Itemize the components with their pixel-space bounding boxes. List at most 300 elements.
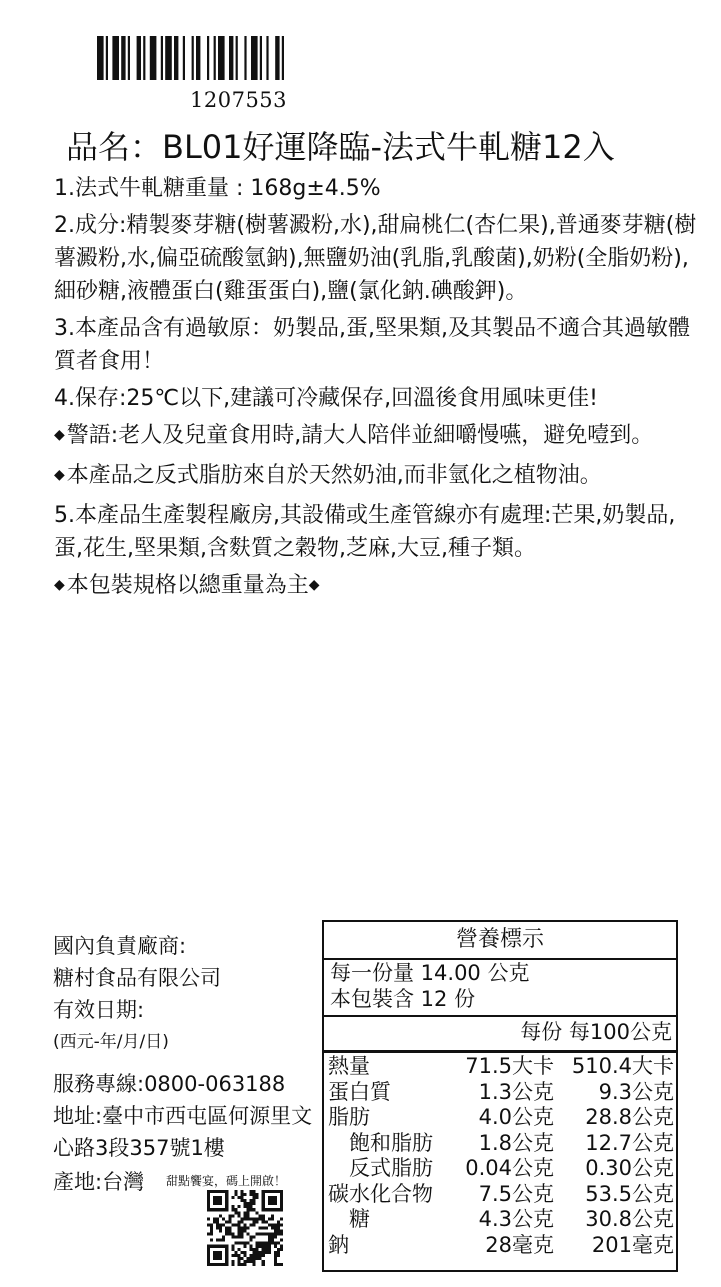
- barcode-bar: [143, 36, 145, 80]
- qr-module: [213, 1254, 216, 1257]
- nutrition-table: [322, 920, 678, 1272]
- qr-module: [225, 1263, 228, 1266]
- nutrition-row: [328, 1182, 674, 1208]
- qr-module: [213, 1208, 216, 1211]
- qr-module: [274, 1254, 277, 1257]
- qr-module: [210, 1263, 213, 1266]
- qr-module: [259, 1245, 262, 1248]
- qr-module: [262, 1251, 265, 1254]
- qr-module: [256, 1254, 259, 1257]
- qr-module: [280, 1223, 283, 1226]
- nutrition-row: [328, 1105, 674, 1131]
- qr-module: [280, 1208, 283, 1211]
- barcode-bar: [260, 36, 262, 80]
- qr-module: [234, 1236, 237, 1239]
- qr-module: [268, 1251, 271, 1254]
- qr-module: [243, 1226, 246, 1229]
- qr-module: [234, 1190, 237, 1193]
- qr-module: [219, 1208, 222, 1211]
- qr-module: [274, 1236, 277, 1239]
- nutrient-label: 脂肪: [328, 1105, 370, 1129]
- qr-module: [274, 1233, 277, 1236]
- qr-module: [213, 1245, 216, 1248]
- qr-module: [274, 1208, 277, 1211]
- qr-module: [216, 1251, 219, 1254]
- qr-module: [228, 1230, 231, 1233]
- qr-module: [225, 1199, 228, 1202]
- qr-module: [247, 1242, 250, 1245]
- qr-module: [265, 1233, 268, 1236]
- qr-module: [216, 1254, 219, 1257]
- nutrition-row: [328, 1207, 674, 1233]
- qr-module: [253, 1260, 256, 1263]
- qr-module: [216, 1202, 219, 1205]
- per-serving-value: 4.0公克: [478, 1105, 554, 1129]
- qr-module: [265, 1248, 268, 1251]
- qr-module: [247, 1214, 250, 1217]
- qr-module: [274, 1202, 277, 1205]
- qr-module: [256, 1248, 259, 1251]
- qr-module: [237, 1223, 240, 1226]
- packaging-line: [54, 569, 704, 605]
- qr-module: [274, 1199, 277, 1202]
- qr-module: [271, 1196, 274, 1199]
- qr-module: [222, 1223, 225, 1226]
- facility-line: 5.本產品生產製程廠房,其設備或生產管線亦有處理:芒果,奶製品,蛋,花生,堅果類,含麩質之穀物,芝麻,大豆,種子類。: [54, 503, 676, 561]
- qr-module: [222, 1236, 225, 1239]
- qr-module: [216, 1223, 219, 1226]
- qr-module: [256, 1217, 259, 1220]
- qr-module: [253, 1196, 256, 1199]
- qr-module: [265, 1245, 268, 1248]
- qr-module: [274, 1257, 277, 1260]
- qr-module: [247, 1208, 250, 1211]
- qr-module: [271, 1190, 274, 1193]
- qr-module: [228, 1217, 231, 1220]
- qr-module: [262, 1190, 265, 1193]
- qr-module: [243, 1217, 246, 1220]
- warning-line: [54, 419, 704, 455]
- qr-module: [262, 1254, 265, 1257]
- qr-module: [274, 1190, 277, 1193]
- qr-module: [256, 1211, 259, 1214]
- qr-module: [280, 1199, 283, 1202]
- qr-module: [237, 1236, 240, 1239]
- qr-module: [231, 1196, 234, 1199]
- service-hotline: 服務專線:0800-063188: [53, 1072, 286, 1096]
- qr-module: [243, 1242, 246, 1245]
- barcode-bar: [161, 36, 163, 80]
- nutrition-rows: [328, 1054, 674, 1258]
- qr-module: [268, 1223, 271, 1226]
- qr-module: [207, 1260, 210, 1263]
- qr-code[interactable]: [207, 1190, 283, 1266]
- qr-module: [280, 1193, 283, 1196]
- qr-module: [253, 1251, 256, 1254]
- qr-module: [225, 1208, 228, 1211]
- qr-module: [210, 1245, 213, 1248]
- qr-module: [268, 1217, 271, 1220]
- barcode-bar: [266, 36, 268, 80]
- diamond-icon: ◆: [54, 427, 65, 443]
- qr-module: [207, 1205, 210, 1208]
- qr-module: [237, 1260, 240, 1263]
- qr-module: [237, 1226, 240, 1229]
- qr-module: [247, 1211, 250, 1214]
- qr-module: [271, 1236, 274, 1239]
- divider: [324, 1050, 676, 1053]
- qr-module: [265, 1220, 268, 1223]
- qr-module: [225, 1254, 228, 1257]
- qr-module: [250, 1254, 253, 1257]
- qr-module: [231, 1208, 234, 1211]
- per-serving-value: 28毫克: [485, 1232, 554, 1257]
- qr-module: [253, 1254, 256, 1257]
- qr-module: [277, 1254, 280, 1257]
- qr-module: [219, 1263, 222, 1266]
- qr-module: [222, 1217, 225, 1220]
- qr-module: [219, 1257, 222, 1260]
- qr-module: [216, 1208, 219, 1211]
- qr-module: [253, 1248, 256, 1251]
- qr-module: [237, 1248, 240, 1251]
- qr-module: [268, 1202, 271, 1205]
- barcode-bar: [97, 36, 104, 80]
- qr-module: [262, 1193, 265, 1196]
- qr-module: [243, 1254, 246, 1257]
- nutrition-column-header: 每份 每100公克: [520, 1020, 672, 1044]
- qr-module: [250, 1190, 253, 1193]
- qr-module: [253, 1202, 256, 1205]
- qr-module: [231, 1233, 234, 1236]
- qr-module: [231, 1205, 234, 1208]
- qr-module: [250, 1248, 253, 1251]
- barcode-bar: [275, 36, 279, 80]
- qr-module: [259, 1214, 262, 1217]
- storage-line: 4.保存:25℃以下,建議可冷藏保存,回溫後食用風味更佳!: [54, 386, 598, 411]
- nutrition-row: [328, 1233, 674, 1259]
- qr-module: [253, 1257, 256, 1260]
- qr-module: [253, 1236, 256, 1239]
- qr-module: [256, 1251, 259, 1254]
- qr-module: [247, 1260, 250, 1263]
- per-100g-value: 9.3公克: [598, 1079, 674, 1104]
- per-serving-value: 7.5公克: [478, 1181, 554, 1206]
- qr-module: [262, 1242, 265, 1245]
- qr-module: [250, 1208, 253, 1211]
- qr-module: [237, 1196, 240, 1199]
- qr-module: [271, 1217, 274, 1220]
- qr-module: [265, 1251, 268, 1254]
- qr-module: [250, 1223, 253, 1226]
- qr-module: [240, 1199, 243, 1202]
- qr-module: [259, 1257, 262, 1260]
- nutrition-row: [328, 1080, 674, 1106]
- qr-module: [237, 1233, 240, 1236]
- qr-module: [237, 1257, 240, 1260]
- servings-per-pack: 本包裝含 12 份: [330, 987, 476, 1011]
- qr-module: [277, 1190, 280, 1193]
- nutrient-label: 反式脂肪: [328, 1156, 433, 1180]
- qr-module: [222, 1208, 225, 1211]
- qr-module: [277, 1230, 280, 1233]
- qr-module: [237, 1263, 240, 1266]
- serving-size: 每一份量 14.00 公克: [330, 961, 530, 985]
- qr-module: [210, 1233, 213, 1236]
- qr-module: [277, 1242, 280, 1245]
- barcode-bar: [282, 36, 284, 80]
- qr-module: [280, 1263, 283, 1266]
- per-100g-value: 201毫克: [591, 1232, 674, 1257]
- qr-module: [210, 1190, 213, 1193]
- qr-module: [237, 1211, 240, 1214]
- barcode-bar: [218, 36, 225, 80]
- qr-module: [207, 1217, 210, 1220]
- nutrient-label: 糖: [328, 1207, 370, 1231]
- qr-module: [240, 1217, 243, 1220]
- qr-module: [240, 1230, 243, 1233]
- qr-module: [274, 1230, 277, 1233]
- weight-line: 1.法式牛軋糖重量 : 168g±4.5%: [54, 176, 381, 201]
- qr-module: [231, 1236, 234, 1239]
- qr-module: [271, 1223, 274, 1226]
- qr-module: [280, 1233, 283, 1236]
- qr-module: [222, 1190, 225, 1193]
- qr-module: [228, 1214, 231, 1217]
- barcode-bar: [174, 36, 178, 80]
- qr-module: [234, 1208, 237, 1211]
- trans-fat-line: [54, 459, 704, 495]
- per-100g-value: 12.7公克: [585, 1130, 674, 1155]
- company-name: 糖村食品有限公司: [53, 966, 221, 990]
- qr-module: [256, 1233, 259, 1236]
- qr-module: [265, 1226, 268, 1229]
- qr-slogan: 甜點饗宴，碼上開啟！: [166, 1174, 287, 1188]
- qr-module: [231, 1260, 234, 1263]
- qr-module: [231, 1263, 234, 1266]
- nutrition-row: [328, 1054, 674, 1080]
- barcode-bar: [229, 36, 233, 80]
- qr-module: [262, 1260, 265, 1263]
- qr-module: [234, 1254, 237, 1257]
- qr-module: [262, 1205, 265, 1208]
- qr-module: [225, 1245, 228, 1248]
- barcode: [97, 36, 365, 80]
- qr-module: [256, 1220, 259, 1223]
- qr-module: [237, 1254, 240, 1257]
- qr-module: [268, 1242, 271, 1245]
- qr-module: [207, 1233, 210, 1236]
- qr-module: [274, 1245, 277, 1248]
- nutrient-label: 熱量: [328, 1054, 370, 1078]
- qr-module: [216, 1220, 219, 1223]
- qr-module: [207, 1193, 210, 1196]
- qr-module: [219, 1214, 222, 1217]
- qr-module: [234, 1251, 237, 1254]
- qr-module: [213, 1220, 216, 1223]
- qr-module: [256, 1196, 259, 1199]
- qr-module: [222, 1263, 225, 1266]
- qr-module: [228, 1220, 231, 1223]
- qr-module: [225, 1248, 228, 1251]
- qr-module: [250, 1202, 253, 1205]
- qr-module: [207, 1257, 210, 1260]
- qr-module: [277, 1223, 280, 1226]
- qr-module: [262, 1220, 265, 1223]
- qr-module: [216, 1190, 219, 1193]
- qr-module: [265, 1242, 268, 1245]
- expiry-format: (西元-年/月/日): [53, 1032, 169, 1052]
- qr-module: [234, 1223, 237, 1226]
- barcode-bar: [244, 36, 246, 80]
- qr-module: [228, 1233, 231, 1236]
- qr-module: [240, 1242, 243, 1245]
- qr-module: [268, 1196, 271, 1199]
- qr-module: [250, 1257, 253, 1260]
- qr-module: [262, 1202, 265, 1205]
- qr-module: [271, 1233, 274, 1236]
- qr-module: [271, 1208, 274, 1211]
- qr-module: [259, 1226, 262, 1229]
- qr-module: [247, 1217, 250, 1220]
- barcode-bar: [196, 36, 200, 80]
- qr-module: [216, 1217, 219, 1220]
- barcode-bar: [214, 36, 216, 80]
- qr-module: [253, 1263, 256, 1266]
- qr-module: [268, 1248, 271, 1251]
- qr-module: [225, 1233, 228, 1236]
- barcode-number: 1207553: [190, 88, 288, 112]
- barcode-bar: [207, 36, 209, 80]
- qr-module: [243, 1223, 246, 1226]
- qr-module: [268, 1236, 271, 1239]
- trans-fat-text: 本產品之反式脂肪來自於天然奶油,而非氫化之植物油。: [66, 463, 602, 488]
- qr-module: [216, 1263, 219, 1266]
- qr-module: [262, 1196, 265, 1199]
- qr-module: [256, 1242, 259, 1245]
- barcode-bar: [251, 36, 258, 80]
- qr-module: [225, 1230, 228, 1233]
- qr-module: [250, 1205, 253, 1208]
- barcode-bar: [236, 36, 238, 80]
- qr-module: [262, 1214, 265, 1217]
- warning-text: 警語:老人及兒童食用時,請大人陪伴並細嚼慢嚥，避免噎到。: [66, 423, 654, 448]
- qr-module: [277, 1208, 280, 1211]
- qr-module: [250, 1245, 253, 1248]
- qr-module: [216, 1245, 219, 1248]
- nutrition-row: [328, 1156, 674, 1182]
- qr-module: [250, 1239, 253, 1242]
- qr-module: [231, 1214, 234, 1217]
- per-100g-value: 510.4大卡: [571, 1054, 674, 1078]
- manufacturer-info: [53, 930, 323, 1058]
- serving-info: [330, 960, 529, 1012]
- qr-module: [262, 1245, 265, 1248]
- qr-module: [271, 1202, 274, 1205]
- qr-module: [271, 1242, 274, 1245]
- nutrient-label: 飽和脂肪: [328, 1130, 433, 1155]
- nutrient-label: 鈉: [328, 1232, 349, 1257]
- qr-module: [207, 1208, 210, 1211]
- qr-module: [268, 1199, 271, 1202]
- qr-module: [207, 1254, 210, 1257]
- qr-module: [240, 1226, 243, 1229]
- qr-module: [243, 1245, 246, 1248]
- qr-module: [234, 1211, 237, 1214]
- qr-module: [231, 1254, 234, 1257]
- qr-module: [225, 1196, 228, 1199]
- qr-module: [274, 1263, 277, 1266]
- qr-module: [207, 1190, 210, 1193]
- qr-module: [274, 1223, 277, 1226]
- qr-module: [259, 1233, 262, 1236]
- qr-module: [207, 1263, 210, 1266]
- diamond-icon: ◆: [308, 577, 320, 593]
- qr-module: [240, 1196, 243, 1199]
- qr-module: [234, 1242, 237, 1245]
- qr-module: [225, 1190, 228, 1193]
- qr-module: [225, 1257, 228, 1260]
- product-name: 品名：BL01好運降臨-法式牛軋糖12入: [66, 128, 615, 166]
- qr-module: [207, 1202, 210, 1205]
- per-serving-value: 1.3公克: [478, 1079, 554, 1104]
- qr-module: [268, 1208, 271, 1211]
- qr-module: [271, 1214, 274, 1217]
- qr-module: [247, 1257, 250, 1260]
- barcode-bar: [165, 36, 172, 80]
- qr-module: [243, 1263, 246, 1266]
- qr-module: [240, 1193, 243, 1196]
- qr-module: [237, 1220, 240, 1223]
- qr-module: [253, 1190, 256, 1193]
- qr-module: [243, 1211, 246, 1214]
- qr-module: [243, 1202, 246, 1205]
- qr-module: [219, 1251, 222, 1254]
- qr-module: [247, 1202, 250, 1205]
- diamond-icon: ◆: [54, 467, 65, 483]
- qr-module: [237, 1214, 240, 1217]
- qr-module: [262, 1248, 265, 1251]
- qr-module: [219, 1199, 222, 1202]
- qr-module: [253, 1217, 256, 1220]
- per-serving-value: 71.5大卡: [465, 1054, 554, 1078]
- qr-module: [213, 1251, 216, 1254]
- qr-module: [259, 1254, 262, 1257]
- barcode-bar: [137, 36, 141, 80]
- qr-module: [271, 1226, 274, 1229]
- barcode-bar: [128, 36, 130, 80]
- qr-module: [280, 1248, 283, 1251]
- qr-module: [247, 1205, 250, 1208]
- qr-module: [219, 1226, 222, 1229]
- qr-module: [262, 1217, 265, 1220]
- expiry-label: 有效日期:: [53, 998, 145, 1022]
- nutrition-row: [328, 1131, 674, 1157]
- qr-module: [253, 1208, 256, 1211]
- qr-module: [207, 1251, 210, 1254]
- qr-module: [213, 1202, 216, 1205]
- qr-module: [274, 1251, 277, 1254]
- qr-module: [240, 1220, 243, 1223]
- qr-module: [277, 1220, 280, 1223]
- qr-module: [277, 1248, 280, 1251]
- qr-module: [280, 1190, 283, 1193]
- qr-module: [280, 1245, 283, 1248]
- qr-module: [210, 1226, 213, 1229]
- qr-module: [210, 1223, 213, 1226]
- qr-module: [259, 1217, 262, 1220]
- qr-module: [237, 1205, 240, 1208]
